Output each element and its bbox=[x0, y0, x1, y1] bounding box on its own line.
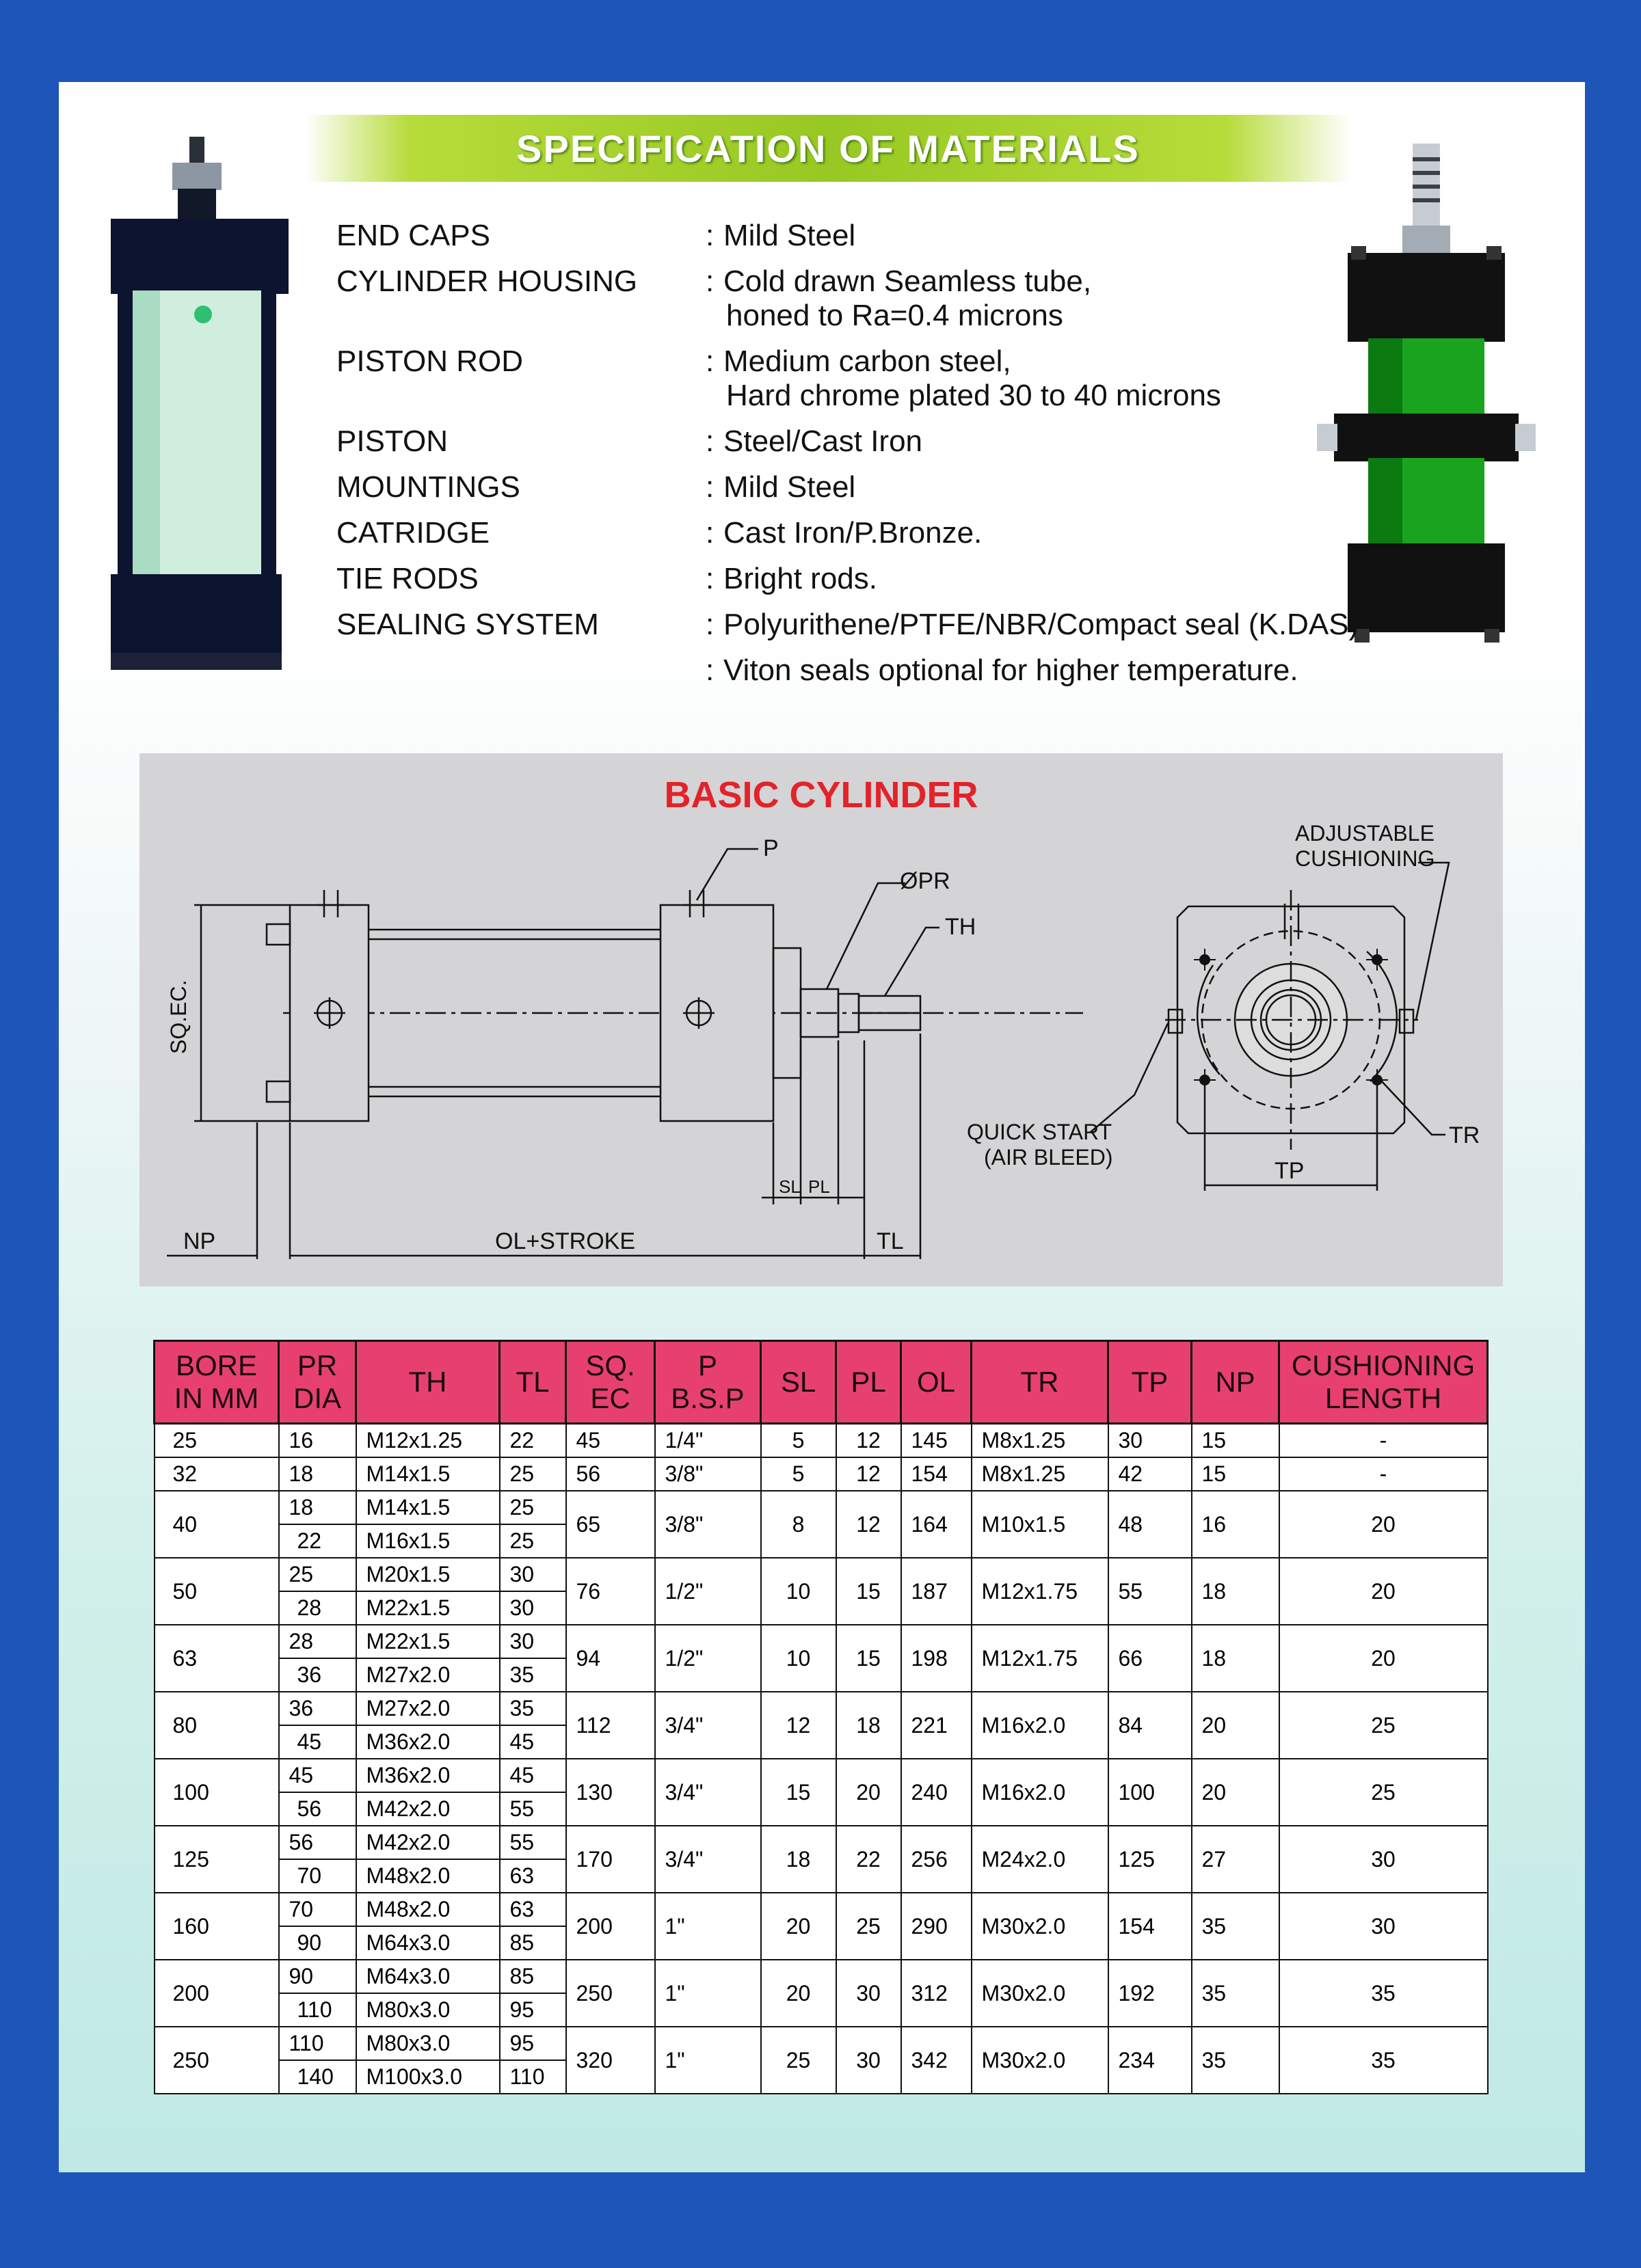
table-cell: 320 bbox=[566, 2027, 655, 2094]
table-cell: 15 bbox=[836, 1558, 901, 1625]
table-cell: M8x1.25 bbox=[972, 1424, 1108, 1458]
table-cell: 12 bbox=[761, 1692, 836, 1759]
spec-value bbox=[723, 265, 1091, 333]
table-cell: 22 bbox=[500, 1424, 566, 1458]
table-cell: M20x1.5 bbox=[356, 1558, 500, 1591]
table-cell: 28 bbox=[279, 1625, 356, 1658]
table-cell: 20 bbox=[1279, 1625, 1488, 1692]
table-cell: 45 bbox=[279, 1725, 356, 1759]
table-cell: 8 bbox=[761, 1491, 836, 1558]
table-cell: 18 bbox=[1192, 1625, 1279, 1692]
spec-value-line: honed to Ra=0.4 microns bbox=[726, 299, 1063, 332]
table-cell: 15 bbox=[761, 1759, 836, 1826]
column-header-line: P bbox=[697, 1349, 717, 1381]
column-header-line: EC bbox=[590, 1382, 630, 1414]
table-cell: 192 bbox=[1108, 1960, 1192, 2027]
column-header bbox=[500, 1341, 566, 1424]
table-cell: 154 bbox=[1108, 1893, 1192, 1960]
spec-label: CYLINDER HOUSING bbox=[336, 265, 638, 298]
spec-colon: : bbox=[706, 562, 715, 595]
table-cell: 35 bbox=[1192, 1893, 1279, 1960]
column-header bbox=[761, 1341, 836, 1424]
table-cell: 45 bbox=[566, 1424, 655, 1458]
table-cell: 125 bbox=[1108, 1826, 1192, 1893]
table-cell: 16 bbox=[1192, 1491, 1279, 1558]
spec-value bbox=[723, 219, 855, 253]
table-cell: 70 bbox=[279, 1859, 356, 1893]
table-cell: 250 bbox=[155, 2027, 279, 2094]
column-header-line: SL bbox=[780, 1366, 816, 1398]
table-cell: M12x1.25 bbox=[356, 1424, 500, 1458]
table-cell: 76 bbox=[566, 1558, 655, 1625]
table-cell: M30x2.0 bbox=[972, 1960, 1108, 2027]
brochure-page bbox=[59, 82, 1585, 2172]
table-row bbox=[155, 1692, 1488, 1725]
table-cell: 95 bbox=[500, 1993, 566, 2027]
table-cell: M27x2.0 bbox=[356, 1692, 500, 1725]
label-adjustable: ADJUSTABLE bbox=[1295, 821, 1435, 846]
spec-colon: : bbox=[706, 345, 715, 378]
table-row bbox=[155, 1457, 1488, 1491]
table-cell: 234 bbox=[1108, 2027, 1192, 2094]
table-cell: 16 bbox=[279, 1424, 356, 1458]
column-header bbox=[655, 1341, 761, 1424]
spec-row bbox=[336, 345, 1567, 413]
table-cell: 1" bbox=[655, 1960, 761, 2027]
table-cell: 35 bbox=[500, 1692, 566, 1725]
table-cell: M22x1.5 bbox=[356, 1591, 500, 1625]
table-cell: 12 bbox=[836, 1424, 901, 1458]
table-cell: 10 bbox=[761, 1625, 836, 1692]
label-air-bleed: (AIR BLEED) bbox=[984, 1145, 1113, 1170]
spec-label: MOUNTINGS bbox=[336, 470, 520, 504]
table-cell: 30 bbox=[500, 1591, 566, 1625]
table-cell: 28 bbox=[279, 1591, 356, 1625]
table-cell: - bbox=[1279, 1457, 1488, 1491]
table-cell: 5 bbox=[761, 1457, 836, 1491]
column-header-line: SQ. bbox=[585, 1349, 635, 1381]
table-cell: M27x2.0 bbox=[356, 1658, 500, 1692]
table-cell: 1/2" bbox=[655, 1625, 761, 1692]
table-cell: 36 bbox=[279, 1692, 356, 1725]
table-cell: 45 bbox=[500, 1759, 566, 1792]
table-cell: M30x2.0 bbox=[972, 1893, 1108, 1960]
spec-value bbox=[723, 653, 1298, 688]
table-cell: M24x2.0 bbox=[972, 1826, 1108, 1893]
table-cell: M22x1.5 bbox=[356, 1625, 500, 1658]
spec-value bbox=[723, 345, 1221, 413]
column-header bbox=[1108, 1341, 1192, 1424]
column-header-line: NP bbox=[1215, 1366, 1255, 1398]
table-cell: 198 bbox=[901, 1625, 972, 1692]
table-cell: 30 bbox=[1108, 1424, 1192, 1458]
table-cell: 256 bbox=[901, 1826, 972, 1893]
table-cell: 25 bbox=[761, 2027, 836, 2094]
spec-value-line: Viton seals optional for higher temperature. bbox=[723, 653, 1298, 687]
spec-colon: : bbox=[706, 219, 715, 252]
dim-np: NP bbox=[183, 1228, 216, 1254]
spec-label bbox=[336, 653, 706, 688]
table-cell: 20 bbox=[1192, 1692, 1279, 1759]
table-cell: 25 bbox=[1279, 1759, 1488, 1826]
table-cell: 85 bbox=[500, 1926, 566, 1960]
table-header-row bbox=[155, 1341, 1488, 1424]
table-row bbox=[155, 2027, 1488, 2060]
table-cell: 35 bbox=[1279, 1960, 1488, 2027]
table-cell: 3/8" bbox=[655, 1457, 761, 1491]
table-cell: 18 bbox=[279, 1491, 356, 1524]
column-header bbox=[972, 1341, 1108, 1424]
table-cell: 30 bbox=[500, 1558, 566, 1591]
table-cell: 18 bbox=[761, 1826, 836, 1893]
column-header-line: IN MM bbox=[174, 1382, 259, 1414]
spec-value-line: Steel/Cast Iron bbox=[723, 424, 923, 458]
table-cell: 30 bbox=[836, 2027, 901, 2094]
table-cell: 20 bbox=[1279, 1558, 1488, 1625]
cylinder-spec-table bbox=[153, 1340, 1489, 2094]
table-cell: 221 bbox=[901, 1692, 972, 1759]
table-row bbox=[155, 1893, 1488, 1926]
column-header-line: OL bbox=[916, 1366, 956, 1398]
title-banner bbox=[305, 115, 1351, 182]
table-cell: 170 bbox=[566, 1826, 655, 1893]
table-cell: 15 bbox=[836, 1625, 901, 1692]
table-cell: 10 bbox=[761, 1558, 836, 1625]
table-cell: M16x1.5 bbox=[356, 1524, 500, 1558]
spec-value bbox=[723, 516, 982, 550]
table-cell: 48 bbox=[1108, 1491, 1192, 1558]
dim-sqec: SQ.EC. bbox=[166, 980, 191, 1054]
spec-value bbox=[723, 608, 1359, 642]
dim-th: TH bbox=[945, 914, 976, 940]
table-row bbox=[155, 1491, 1488, 1524]
table-cell: 35 bbox=[1192, 2027, 1279, 2094]
spec-value-line: Cast Iron/P.Bronze. bbox=[723, 516, 983, 550]
table-cell: 63 bbox=[500, 1893, 566, 1926]
spec-colon: : bbox=[706, 470, 715, 504]
table-cell: M8x1.25 bbox=[972, 1457, 1108, 1491]
table-cell: 27 bbox=[1192, 1826, 1279, 1893]
spec-value-line: Hard chrome plated 30 to 40 microns bbox=[726, 379, 1221, 412]
table-cell: 20 bbox=[761, 1960, 836, 2027]
table-cell: 70 bbox=[279, 1893, 356, 1926]
table-cell: 20 bbox=[1192, 1759, 1279, 1826]
table-row bbox=[155, 1960, 1488, 1993]
table-cell: M16x2.0 bbox=[972, 1692, 1108, 1759]
table-cell: M48x2.0 bbox=[356, 1893, 500, 1926]
cylinder-drawing bbox=[139, 753, 1503, 1286]
dim-ol-stroke: OL+STROKE bbox=[495, 1228, 636, 1254]
table-row bbox=[155, 1759, 1488, 1792]
spec-colon: : bbox=[706, 516, 715, 550]
table-cell: 160 bbox=[155, 1893, 279, 1960]
spec-value bbox=[723, 562, 877, 596]
table-cell: 56 bbox=[566, 1457, 655, 1491]
spec-label: PISTON ROD bbox=[336, 345, 524, 378]
table-cell: 20 bbox=[1279, 1491, 1488, 1558]
table-cell: 100 bbox=[1108, 1759, 1192, 1826]
table-cell: M14x1.5 bbox=[356, 1457, 500, 1491]
table-cell: 30 bbox=[1279, 1893, 1488, 1960]
table-cell: 140 bbox=[279, 2060, 356, 2094]
spec-value-line: Polyurithene/PTFE/NBR/Compact seal (K.DAS) bbox=[723, 608, 1359, 641]
table-cell: 25 bbox=[500, 1524, 566, 1558]
table-cell: 56 bbox=[279, 1826, 356, 1859]
dim-p: P bbox=[763, 835, 779, 861]
spec-row bbox=[336, 653, 1567, 688]
column-header-line: TR bbox=[1020, 1366, 1059, 1398]
label-quick-start: QUICK START bbox=[967, 1120, 1112, 1144]
table-cell: 25 bbox=[155, 1424, 279, 1458]
table-cell: 250 bbox=[566, 1960, 655, 2027]
table-cell: 3/8" bbox=[655, 1491, 761, 1558]
column-header bbox=[836, 1341, 901, 1424]
table-cell: 25 bbox=[836, 1893, 901, 1960]
table-cell: M80x3.0 bbox=[356, 1993, 500, 2027]
table-cell: 94 bbox=[566, 1625, 655, 1692]
column-header bbox=[1279, 1341, 1488, 1424]
spec-row bbox=[336, 219, 1567, 253]
table-cell: 290 bbox=[901, 1893, 972, 1960]
table-cell: 30 bbox=[836, 1960, 901, 2027]
spec-value bbox=[723, 424, 922, 459]
table-cell: 3/4" bbox=[655, 1826, 761, 1893]
table-cell: 5 bbox=[761, 1424, 836, 1458]
spec-value-line: Bright rods. bbox=[723, 562, 877, 595]
table-cell: 30 bbox=[1279, 1826, 1488, 1893]
table-cell: M42x2.0 bbox=[356, 1826, 500, 1859]
table-cell: 80 bbox=[155, 1692, 279, 1759]
dim-tr: TR bbox=[1449, 1122, 1480, 1148]
table-cell: 342 bbox=[901, 2027, 972, 2094]
column-header bbox=[901, 1341, 972, 1424]
column-header-line: TP bbox=[1131, 1366, 1169, 1398]
table-cell: 187 bbox=[901, 1558, 972, 1625]
dim-pl: PL bbox=[808, 1176, 830, 1197]
banner-title: SPECIFICATION OF MATERIALS bbox=[516, 126, 1140, 170]
spec-row bbox=[336, 265, 1567, 333]
table-cell: 65 bbox=[566, 1491, 655, 1558]
spec-value bbox=[723, 470, 855, 504]
dim-tp: TP bbox=[1275, 1158, 1305, 1184]
column-header-line: BORE bbox=[175, 1349, 258, 1381]
table-cell: 95 bbox=[500, 2027, 566, 2060]
table-cell: M64x3.0 bbox=[356, 1926, 500, 1960]
table-cell: 66 bbox=[1108, 1625, 1192, 1692]
table-cell: M30x2.0 bbox=[972, 2027, 1108, 2094]
table-cell: 125 bbox=[155, 1826, 279, 1893]
table-cell: 90 bbox=[279, 1926, 356, 1960]
table-cell: 90 bbox=[279, 1960, 356, 1993]
table-cell: 12 bbox=[836, 1491, 901, 1558]
table-cell: M10x1.5 bbox=[972, 1491, 1108, 1558]
table-cell: 55 bbox=[500, 1792, 566, 1826]
spec-value-line: Cold drawn Seamless tube, bbox=[723, 265, 1092, 298]
table-cell: 22 bbox=[836, 1826, 901, 1893]
table-cell: 18 bbox=[1192, 1558, 1279, 1625]
table-cell: 35 bbox=[1192, 1960, 1279, 2027]
column-header bbox=[279, 1341, 356, 1424]
table-cell: 50 bbox=[155, 1558, 279, 1625]
table-row bbox=[155, 1558, 1488, 1591]
table-cell: 36 bbox=[279, 1658, 356, 1692]
table-cell: 15 bbox=[1192, 1457, 1279, 1491]
table-cell: 56 bbox=[279, 1792, 356, 1826]
table-cell: 3/4" bbox=[655, 1759, 761, 1826]
table-cell: 18 bbox=[836, 1692, 901, 1759]
table-cell: 112 bbox=[566, 1692, 655, 1759]
column-header-line: CUSHIONING bbox=[1291, 1349, 1476, 1381]
table-cell: 15 bbox=[1192, 1424, 1279, 1458]
table-cell: 25 bbox=[1279, 1692, 1488, 1759]
table-cell: 35 bbox=[1279, 2027, 1488, 2094]
table-cell: 20 bbox=[761, 1893, 836, 1960]
table-cell: 45 bbox=[500, 1725, 566, 1759]
column-header bbox=[1192, 1341, 1279, 1424]
table-cell: 63 bbox=[500, 1859, 566, 1893]
table-cell: - bbox=[1279, 1424, 1488, 1458]
table-cell: M16x2.0 bbox=[972, 1759, 1108, 1826]
table-cell: 25 bbox=[500, 1457, 566, 1491]
column-header bbox=[155, 1341, 279, 1424]
column-header-line: LENGTH bbox=[1324, 1382, 1442, 1414]
table-cell: 1/4" bbox=[655, 1424, 761, 1458]
column-header bbox=[566, 1341, 655, 1424]
table-cell: M64x3.0 bbox=[356, 1960, 500, 1993]
table-cell: M36x2.0 bbox=[356, 1759, 500, 1792]
label-cushioning: CUSHIONING bbox=[1295, 846, 1435, 871]
table-cell: 40 bbox=[155, 1491, 279, 1558]
spec-value-line: Medium carbon steel, bbox=[723, 345, 1011, 378]
spec-row bbox=[336, 562, 1567, 596]
table-cell: 110 bbox=[279, 2027, 356, 2060]
table-row bbox=[155, 1424, 1488, 1458]
table-cell: M12x1.75 bbox=[972, 1625, 1108, 1692]
table-cell: 84 bbox=[1108, 1692, 1192, 1759]
table-cell: 85 bbox=[500, 1960, 566, 1993]
table-cell: 25 bbox=[279, 1558, 356, 1591]
table-cell: 240 bbox=[901, 1759, 972, 1826]
table-cell: 100 bbox=[155, 1759, 279, 1826]
dim-tl: TL bbox=[877, 1228, 904, 1254]
table-cell: M42x2.0 bbox=[356, 1792, 500, 1826]
table-cell: 12 bbox=[836, 1457, 901, 1491]
table-cell: 200 bbox=[566, 1893, 655, 1960]
table-cell: M12x1.75 bbox=[972, 1558, 1108, 1625]
column-header-line: TH bbox=[408, 1366, 447, 1398]
materials-spec-list bbox=[336, 219, 1567, 699]
spec-label: CATRIDGE bbox=[336, 516, 490, 550]
basic-cylinder-diagram bbox=[139, 753, 1503, 1286]
table-cell: 32 bbox=[155, 1457, 279, 1491]
diagram-title: BASIC CYLINDER bbox=[664, 774, 978, 815]
spec-colon: : bbox=[706, 265, 715, 298]
table-row bbox=[155, 1625, 1488, 1658]
table-cell: 1" bbox=[655, 1893, 761, 1960]
spec-row bbox=[336, 470, 1567, 504]
table-cell: 22 bbox=[279, 1524, 356, 1558]
column-header-line: TL bbox=[516, 1366, 550, 1398]
spec-label: END CAPS bbox=[336, 219, 490, 252]
spec-row bbox=[336, 608, 1567, 642]
table-cell: 63 bbox=[155, 1625, 279, 1692]
table-cell: 20 bbox=[836, 1759, 901, 1826]
table-cell: 42 bbox=[1108, 1457, 1192, 1491]
spec-colon: : bbox=[706, 653, 715, 687]
table-cell: 3/4" bbox=[655, 1692, 761, 1759]
column-header bbox=[356, 1341, 500, 1424]
table-cell: 55 bbox=[1108, 1558, 1192, 1625]
spec-colon: : bbox=[706, 424, 715, 458]
column-header-line: PR bbox=[297, 1349, 338, 1381]
table-cell: 18 bbox=[279, 1457, 356, 1491]
table-cell: 130 bbox=[566, 1759, 655, 1826]
table-cell: M48x2.0 bbox=[356, 1859, 500, 1893]
spec-row bbox=[336, 424, 1567, 459]
table-cell: 164 bbox=[901, 1491, 972, 1558]
table-cell: 312 bbox=[901, 1960, 972, 2027]
spec-label: TIE RODS bbox=[336, 562, 479, 595]
table-cell: 200 bbox=[155, 1960, 279, 2027]
spec-label: PISTON bbox=[336, 424, 449, 458]
table-cell: 45 bbox=[279, 1759, 356, 1792]
table-cell: 1/2" bbox=[655, 1558, 761, 1625]
column-header-line: DIA bbox=[293, 1382, 341, 1414]
spec-value-line: Mild Steel bbox=[723, 219, 856, 252]
dim-sl: SL bbox=[779, 1176, 801, 1197]
column-header-line: B.S.P bbox=[671, 1382, 745, 1414]
table-cell: 30 bbox=[500, 1625, 566, 1658]
table-cell: 145 bbox=[901, 1424, 972, 1458]
table-cell: M36x2.0 bbox=[356, 1725, 500, 1759]
table-cell: 110 bbox=[500, 2060, 566, 2094]
table-cell: 110 bbox=[279, 1993, 356, 2027]
table-cell: M14x1.5 bbox=[356, 1491, 500, 1524]
table-cell: 25 bbox=[500, 1491, 566, 1524]
table-cell: M100x3.0 bbox=[356, 2060, 500, 2094]
table-cell: 55 bbox=[500, 1826, 566, 1859]
table-row bbox=[155, 1826, 1488, 1859]
column-header-line: PL bbox=[851, 1366, 886, 1398]
table-cell: 154 bbox=[901, 1457, 972, 1491]
table-cell: M80x3.0 bbox=[356, 2027, 500, 2060]
spec-colon: : bbox=[706, 608, 715, 641]
spec-label: SEALING SYSTEM bbox=[336, 608, 599, 641]
dim-opr: ØPR bbox=[900, 868, 950, 894]
table-cell: 35 bbox=[500, 1658, 566, 1692]
spec-value-line: Mild Steel bbox=[723, 470, 856, 504]
table-cell: 1" bbox=[655, 2027, 761, 2094]
spec-row bbox=[336, 516, 1567, 550]
pneumatic-cylinder-image bbox=[97, 137, 302, 684]
